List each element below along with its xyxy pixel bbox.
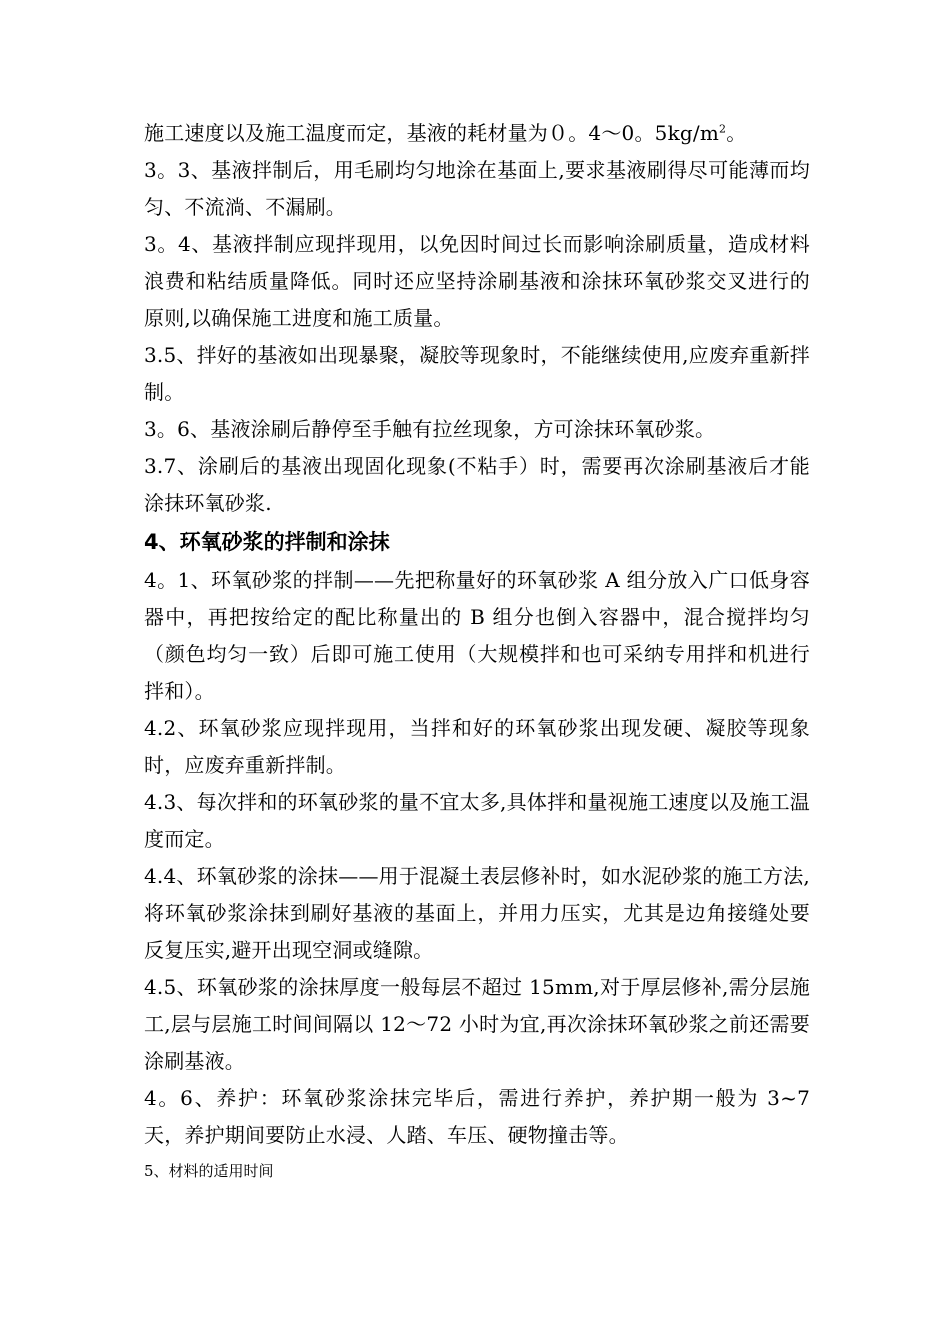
paragraph-3-5: 3.5、拌好的基液如出现暴聚，凝胶等现象时，不能继续使用,应废弃重新拌制。 <box>144 343 810 404</box>
document-page <box>144 115 810 1188</box>
section-heading-4: 4、环氧砂浆的拌制和涂抹 <box>144 530 390 554</box>
paragraph-text-end: 。 <box>726 121 747 145</box>
superscript: 2 <box>719 122 727 136</box>
paragraph-4-2: 4.2、环氧砂浆应现拌现用，当拌和好的环氧砂浆出现发硬、凝胶等现象时，应废弃重新拌制。 <box>144 716 810 777</box>
paragraph-4-6: 4。6、养护：环氧砂浆涂抹完毕后，需进行养护，养护期一般为 3~7 天，养护期间要防止水浸、人踏、车压、硬物撞击等。 <box>144 1086 810 1147</box>
paragraph-3-7: 3.7、涂刷后的基液出现固化现象(不粘手）时，需要再次涂刷基液后才能涂抹环氧砂浆. <box>144 454 810 515</box>
paragraph-4-3: 4.3、每次拌和的环氧砂浆的量不宜太多,具体拌和量视施工速度以及施工温度而定。 <box>144 790 810 851</box>
paragraph-4-4: 4.4、环氧砂浆的涂抹——用于混凝土表层修补时，如水泥砂浆的施工方法,将环氧砂浆涂抹到刷好基液的基面上，并用力压实，尤其是边角接缝处要反复压实,避开出现空洞或缝隙。 <box>144 864 810 962</box>
section-heading-5: 5、材料的适用时间 <box>144 1162 274 1180</box>
paragraph-3-6: 3。6、基液涂刷后静停至手触有拉丝现象，方可涂抹环氧砂浆。 <box>144 417 716 441</box>
paragraph-3-2-continued <box>144 115 810 152</box>
paragraph-4-1: 4。1、环氧砂浆的拌制——先把称量好的环氧砂浆 A 组分放入广口低身容器中，再把按给定的配比称量出的 B 组分也倒入容器中，混合搅拌均匀（颜色均匀一致）后即可施工使用（大规模拌和也可采纳专用拌和机进行拌和）。 <box>144 568 810 703</box>
paragraph-text: 施工速度以及施工温度而定，基液的耗材量为０。4～0。5kg/m <box>144 121 719 145</box>
paragraph-3-3: 3。3、基液拌制后，用毛刷均匀地涂在基面上,要求基液刷得尽可能薄而均匀、不流淌、不漏刷。 <box>144 158 810 219</box>
paragraph-3-4: 3。4、基液拌制应现拌现用，以免因时间过长而影响涂刷质量，造成材料浪费和粘结质量降低。同时还应坚持涂刷基液和涂抹环氧砂浆交叉进行的原则,以确保施工进度和施工质量。 <box>144 232 810 330</box>
paragraph-4-5: 4.5、环氧砂浆的涂抹厚度一般每层不超过 15mm,对于厚层修补,需分层施工,层与层施工时间间隔以 12～72 小时为宜,再次涂抹环氧砂浆之前还需要涂刷基液。 <box>144 975 810 1073</box>
